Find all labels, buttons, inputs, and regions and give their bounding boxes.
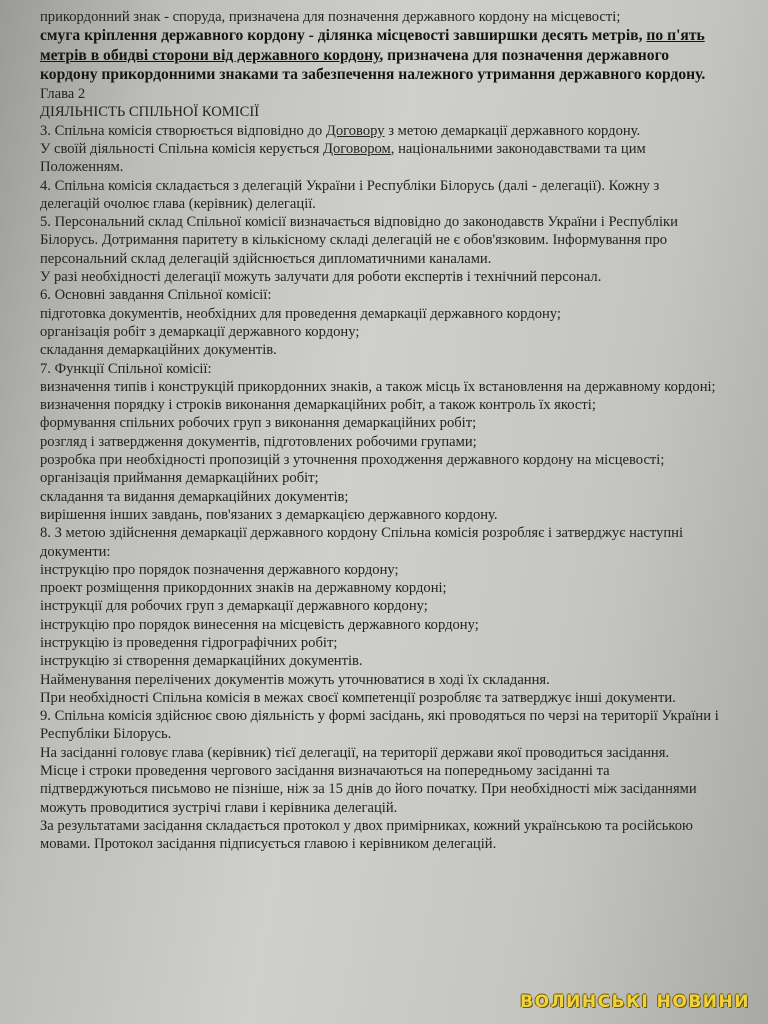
- treaty-link[interactable]: Договором: [322, 140, 391, 157]
- list-item: організація робіт з демаркації державного кордону;: [40, 323, 360, 340]
- section-title: ДІЯЛЬНІСТЬ СПІЛЬНОЇ КОМІСІЇ: [40, 104, 260, 121]
- paragraph: [40, 122, 720, 140]
- paragraph-text: У своїй діяльності Спільна комісія керується: [40, 140, 323, 157]
- paragraph: За результатами засідання складається протокол у двох примірниках, кожний українською та російською мовами. Протокол засідання підписується главою і керівником делегацій.: [40, 817, 693, 853]
- list-item: проект розміщення прикордонних знаків на державному кордоні;: [40, 580, 447, 597]
- paragraph: У разі необхідності делегації можуть залучати для роботи експертів і технічний персонал.: [40, 269, 602, 286]
- list-item: інструкцію із проведення гідрографічних робіт;: [40, 634, 338, 651]
- paragraph-text: з метою демаркації державного кордону.: [384, 122, 641, 139]
- paragraph-text: , національними законодавствами та цим Положенням.: [40, 140, 646, 176]
- list-item: інструкцію про порядок винесення на місцевість державного кордону;: [40, 616, 479, 633]
- document-page: [40, 8, 720, 854]
- paragraph: 7. Функції Спільної комісії:: [40, 360, 212, 377]
- paragraph: На засіданні головує глава (керівник) тієї делегації, на території держави якої проводиться засідання.: [40, 744, 670, 761]
- list-item: інструкції для робочих груп з демаркації державного кордону;: [40, 598, 428, 615]
- list-item: підготовка документів, необхідних для проведення демаркації державного кордону;: [40, 305, 561, 322]
- list-item: складання та видання демаркаційних документів;: [40, 488, 349, 505]
- list-item: розробка при необхідності пропозицій з уточнення проходження державного кордону на місцевості;: [40, 452, 665, 469]
- list-item: інструкцію про порядок позначення державного кордону;: [40, 561, 399, 578]
- chapter-label: Глава 2: [40, 86, 86, 103]
- paragraph: 5. Персональний склад Спільної комісії визначається відповідно до законодавств України і Республіки Білорусь. Дотримання паритету в кількісному складі делегацій не є обов'язковим. Інформування про персональний склад делегацій здійснюється дипломатичними каналами.: [40, 214, 678, 267]
- list-item: формування спільних робочих груп з виконання демаркаційних робіт;: [40, 415, 477, 432]
- list-item: розгляд і затвердження документів, підготовлених робочими групами;: [40, 433, 477, 450]
- paragraph: При необхідності Спільна комісія в межах своєї компетенції розробляє та затверджує інші документи.: [40, 689, 676, 706]
- paragraph: 9. Спільна комісія здійснює свою діяльність у формі засідань, які проводяться по черзі на території України і Республіки Білорусь.: [40, 708, 719, 743]
- paragraph: [40, 140, 720, 177]
- text-line: прикордонний знак - споруда, призначена для позначення державного кордону на місцевості;: [40, 9, 621, 25]
- paragraph: 8. З метою здійснення демаркації державного кордону Спільна комісія розробляє і затверджує наступні документи:: [40, 525, 684, 560]
- bold-definition: [40, 26, 720, 85]
- list-item: складання демаркаційних документів.: [40, 342, 277, 359]
- list-item: інструкцію зі створення демаркаційних документів.: [40, 653, 363, 670]
- paragraph: Місце і строки проведення чергового засідання визначаються на попередньому засіданні та підтверджуються письмово не пізніше, ніж за 15 днів до його початку. При необхідності між засіданнями можуть проводитися зустрічі глави і керівника делегацій.: [40, 763, 697, 816]
- list-item: вирішення інших завдань, пов'язаних з демаркацією державного кордону.: [40, 506, 498, 523]
- treaty-link[interactable]: Договору: [325, 122, 385, 139]
- paragraph: Найменування перелічених документів можуть уточнюватися в ході їх складання.: [40, 671, 550, 688]
- paragraph: 4. Спільна комісія складається з делегацій України і Республіки Білорусь (далі - делегації). Кожну з делегацій очолює глава (керівник) делегації.: [40, 177, 660, 212]
- list-item: організація приймання демаркаційних робіт;: [40, 470, 319, 487]
- paragraph-text: 3. Спільна комісія створюється відповідно до: [40, 122, 326, 139]
- watermark-logo: ВОЛИНСЬКІ НОВИНИ: [520, 992, 750, 1012]
- list-item: визначення порядку і строків виконання демаркаційних робіт, а також контроль їх якості;: [40, 397, 596, 414]
- list-item: визначення типів і конструкцій прикордонних знаків, а також місць їх встановлення на державному кордоні;: [40, 378, 716, 395]
- bold-text: смуга кріплення державного кордону - ділянка місцевості завширшки десять метрів,: [40, 27, 647, 45]
- paragraph: 6. Основні завдання Спільної комісії:: [40, 287, 272, 304]
- bold-text: , призначена для позначення державного кордону прикордонними знаками та забезпечення належного утримання державного кордону.: [40, 46, 706, 84]
- bold-underlined-text: по п'ять метрів в обидві сторони від державного кордону: [40, 27, 705, 64]
